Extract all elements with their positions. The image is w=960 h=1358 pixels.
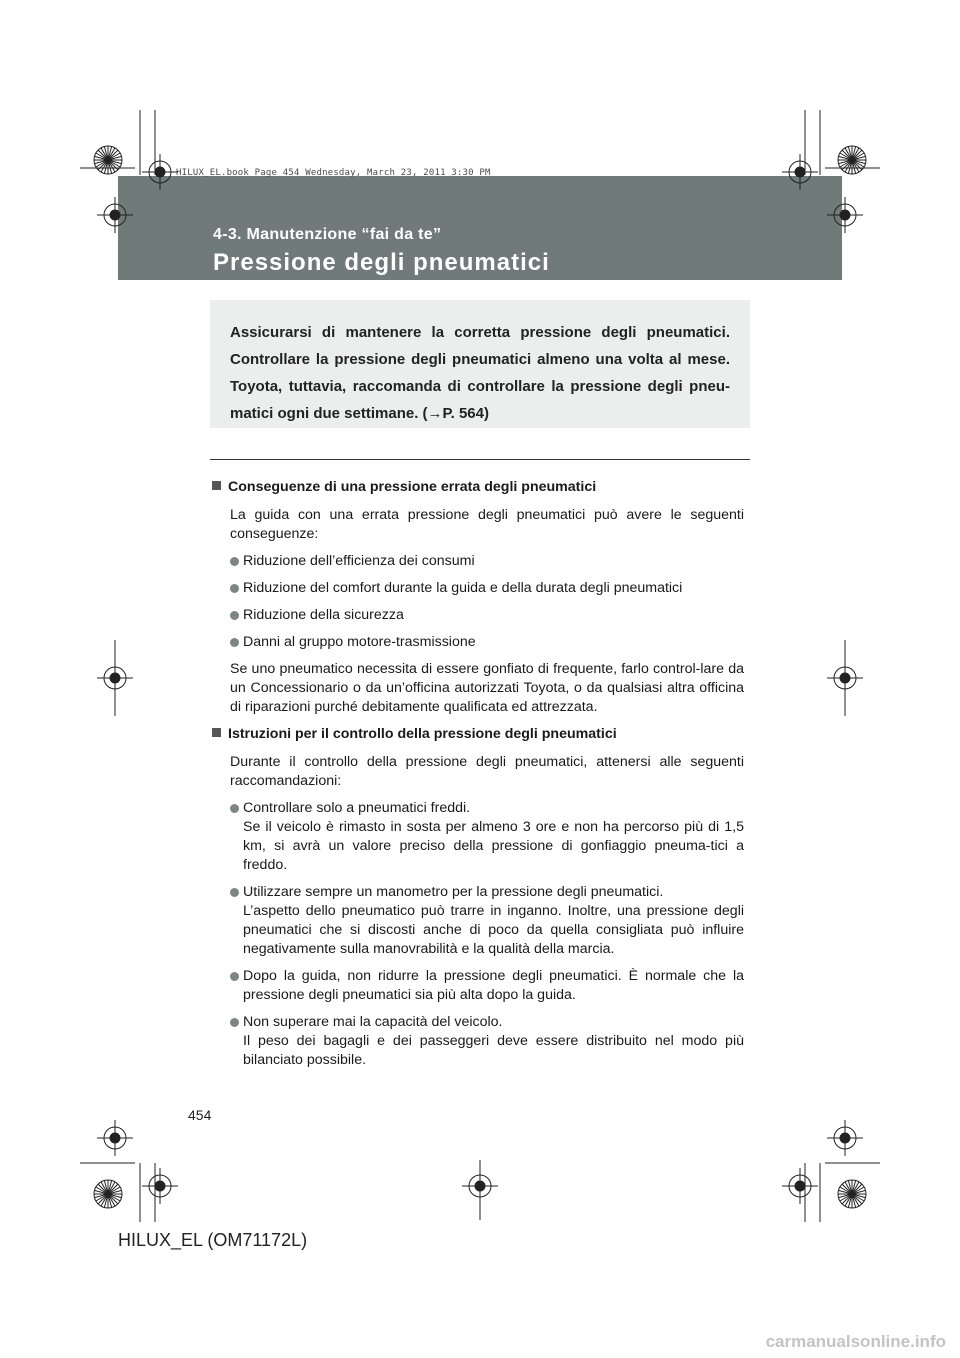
footer-code: HILUX_EL (OM71172L) — [118, 1230, 308, 1250]
section-intro: La guida con una errata pressione degli pneumatici può avere le seguenti conseguenze: — [230, 507, 744, 542]
bullet-text: Riduzione del comfort durante la guida e della durata degli pneumatici — [243, 580, 683, 596]
section-heading-text: Conseguenze di una pressione errata degli pneumatici — [228, 479, 597, 495]
watermark: carmanualsonline.info — [765, 1332, 946, 1351]
bullet-text: Non superare mai la capacità del veicolo. — [243, 1014, 503, 1030]
bullet-text: Se il veicolo è rimasto in sosta per almeno 3 ore e non ha percorso più di 1,5 km, si avrà un valore preciso della pressione di gonfiaggio pneuma-tici a freddo. — [243, 819, 744, 873]
section-outro: Se uno pneumatico necessita di essere gonfiato di frequente, farlo control-lare da un Concessionario o da un’officina autorizzati Toyota, o da qualsiasi altra officina di riparazioni purché debitamente qualificata ed attrezzata. — [230, 661, 744, 715]
print-stamp: HILUX_EL.book Page 454 Wednesday, March 23, 2011 3:30 PM — [176, 168, 491, 178]
bullet-text: Controllare solo a pneumatici freddi. — [243, 800, 471, 816]
bullet-text: Il peso dei bagagli e dei passeggeri deve essere distribuito nel modo più bilanciato possibile. — [243, 1033, 744, 1068]
bullet-text: Riduzione della sicurezza — [243, 607, 404, 623]
page-title: Pressione degli pneumatici — [213, 249, 550, 276]
section-intro: Durante il controllo della pressione degli pneumatici, attenersi alle seguenti raccomandazioni: — [230, 754, 744, 789]
bullet-text: Riduzione dell’efficienza dei consumi — [243, 553, 475, 569]
intro-text: Assicurarsi di mantenere la corretta pressione degli pneumatici. Controllare la pressione degli pneumatici almeno una volta al mese. Toyota, tuttavia, raccomanda di controllare la pressione degli pneu-matici ogni due settimane. (→P. 564) — [230, 324, 730, 422]
page-number: 454 — [188, 1107, 212, 1123]
section-label: 4-3. Manutenzione “fai da te” — [213, 226, 442, 243]
bullet-text: L’aspetto dello pneumatico può trarre in inganno. Inoltre, una pressione degli pneumatici che si discosti anche di poco da quella consigliata può influire negativamente sulla manovrabilità e la qualità della marcia. — [243, 903, 744, 957]
bullet-text: Danni al gruppo motore-trasmissione — [243, 634, 476, 650]
bullet-text: Dopo la guida, non ridurre la pressione degli pneumatici. È normale che la pressione degli pneumatici sia più alta dopo la guida. — [243, 968, 744, 1003]
bullet-text: Utilizzare sempre un manometro per la pressione degli pneumatici. — [243, 884, 664, 900]
section-heading-text: Istruzioni per il controllo della pressione degli pneumatici — [228, 726, 617, 742]
